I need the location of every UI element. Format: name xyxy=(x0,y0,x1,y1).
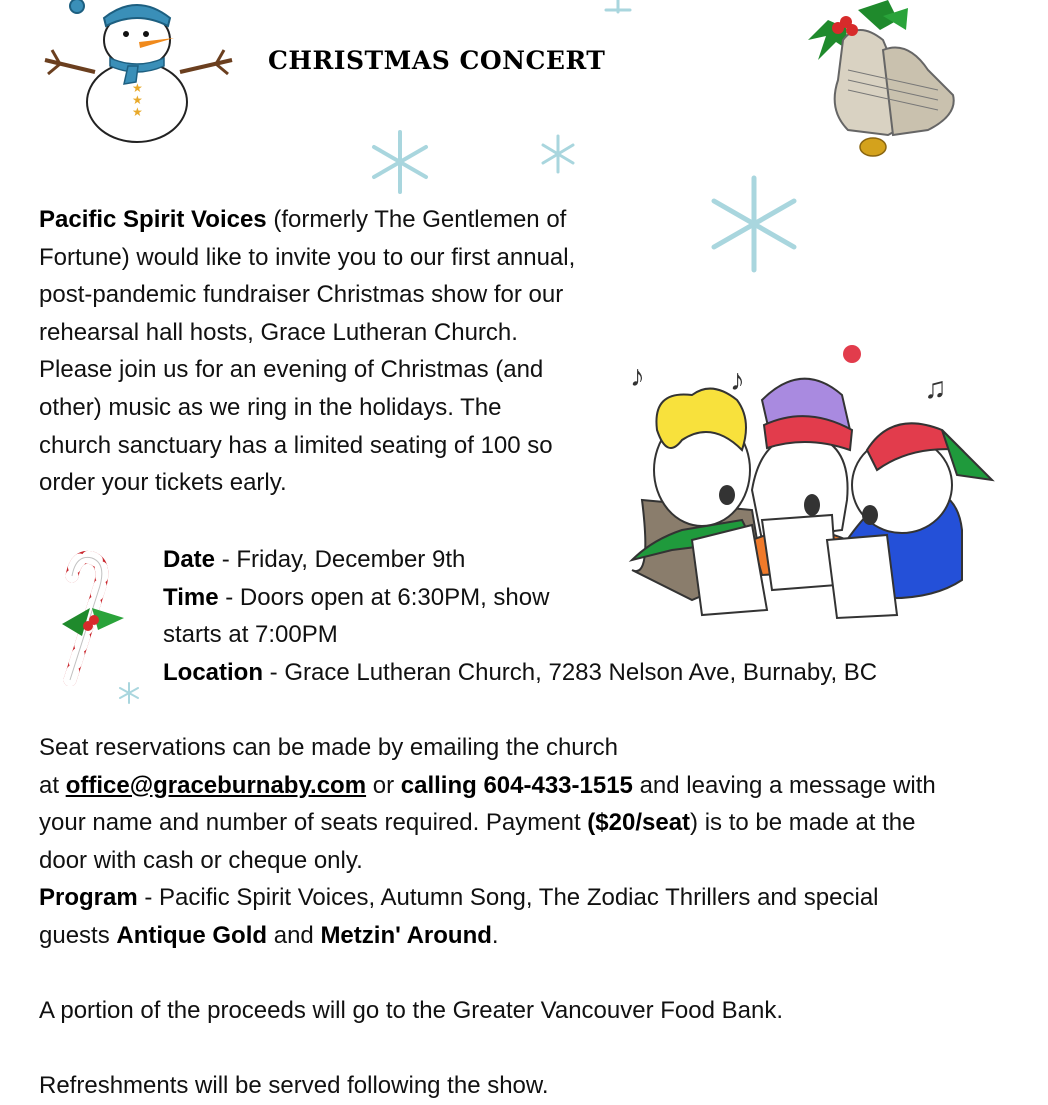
svg-text:★: ★ xyxy=(132,81,143,95)
reservation-text: and leaving a message with xyxy=(632,771,936,799)
snowflake-icon xyxy=(366,128,434,196)
svg-text:♪: ♪ xyxy=(630,360,645,393)
svg-text:♪: ♪ xyxy=(730,364,745,397)
reservation-text: Seat reservations can be made by emailing the church xyxy=(39,734,618,761)
intro-text: order your tickets early. xyxy=(39,469,287,497)
time-value: starts at 7:00PM xyxy=(163,621,338,649)
refreshments-text: Refreshments will be served following the show. xyxy=(39,1072,549,1099)
snowflake-icon xyxy=(600,0,636,14)
svg-text:♫: ♫ xyxy=(924,372,947,405)
location-row xyxy=(163,654,933,692)
program-label: Program xyxy=(39,884,138,912)
reservation-text: door with cash or cheque only. xyxy=(39,846,363,874)
location-value: - Grace Lutheran Church, 7283 Nelson Ave, Burnaby, BC xyxy=(263,658,878,686)
svg-text:★: ★ xyxy=(132,93,143,107)
program-text: . xyxy=(491,921,499,949)
snowflake-icon xyxy=(704,174,804,274)
date-value: - Friday, December 9th xyxy=(215,546,466,573)
snowman-icon xyxy=(40,0,240,148)
program-text: - Pacific Spirit Voices, Autumn Song, The Zodiac Thrillers and special xyxy=(137,884,879,912)
intro-text: post-pandemic fundraiser Christmas show for our xyxy=(39,281,564,309)
date-row xyxy=(163,541,933,579)
intro-paragraph xyxy=(39,201,659,502)
email-link[interactable]: office@graceburnaby.com xyxy=(65,771,367,799)
date-label: Date xyxy=(163,546,216,573)
program-text: guests xyxy=(39,921,117,949)
location-label: Location xyxy=(163,658,263,686)
org-name: Pacific Spirit Voices xyxy=(39,206,267,233)
intro-text: Please join us for an evening of Christmas (and xyxy=(39,356,544,384)
reservation-text: ) is to be made at the xyxy=(690,809,916,837)
time-value: - Doors open at 6:30PM, show xyxy=(218,583,550,611)
time-row xyxy=(163,579,933,617)
proceeds-text: A portion of the proceeds will go to the Greater Vancouver Food Bank. xyxy=(39,997,783,1024)
intro-text: church sanctuary has a limited seating of 100 so xyxy=(39,431,553,459)
guest-name: Antique Gold xyxy=(116,921,268,949)
reservation-text: or xyxy=(366,771,401,799)
intro-text: other) music as we ring in the holidays. The xyxy=(39,393,502,421)
candy-cane-icon xyxy=(52,546,132,686)
intro-text: Fortune) would like to invite you to our first annual, xyxy=(39,243,576,271)
reservations-paragraph xyxy=(39,729,1029,955)
event-details xyxy=(163,541,933,691)
reservation-text: at xyxy=(39,771,66,799)
snowflake-icon xyxy=(538,134,578,174)
reservation-text: your name and number of seats required. Payment xyxy=(39,809,588,837)
price: ($20/seat xyxy=(587,809,691,837)
intro-text: rehearsal hall hosts, Grace Lutheran Church. xyxy=(39,318,518,346)
svg-text:★: ★ xyxy=(132,105,143,119)
intro-text: (formerly The Gentlemen of xyxy=(266,206,567,233)
time-label: Time xyxy=(163,583,219,611)
guest-name: Metzin' Around xyxy=(320,921,492,949)
page-title: CHRISTMAS CONCERT xyxy=(268,46,606,75)
phone-number: calling 604-433-1515 xyxy=(400,771,633,799)
christmas-bell-icon xyxy=(788,0,963,160)
program-text: and xyxy=(267,921,321,949)
